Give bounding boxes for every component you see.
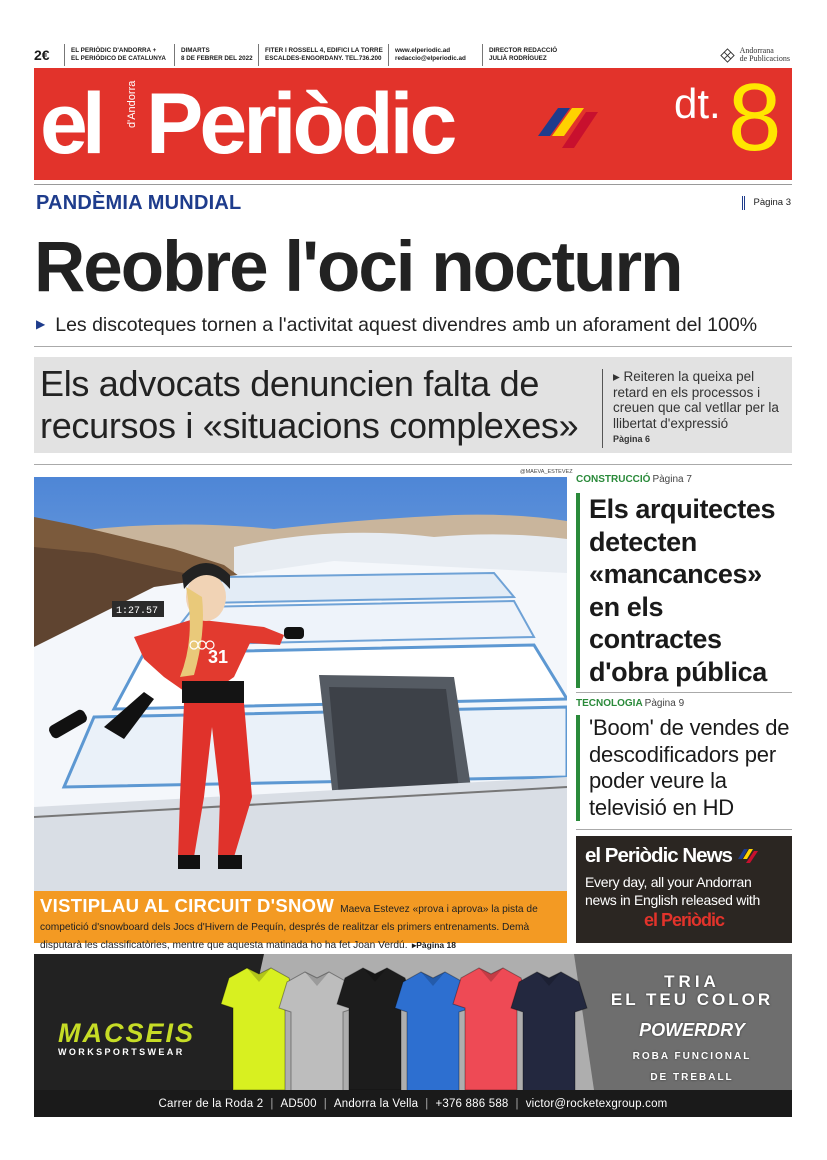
group-line-1: Andorrana (739, 45, 774, 55)
triangle-bullet-icon: ▸ (613, 369, 624, 384)
caption-headline: VISTIPLAU AL CIRCUIT D'SNOW (40, 895, 335, 916)
timer-text: 1:27.57 (116, 606, 159, 617)
story2-headline: 'Boom' de vendes de descodificadors per poder veure la televisió en HD (576, 715, 792, 821)
publisher-group-logo (720, 44, 792, 66)
logo-el: el (40, 76, 100, 172)
divider (34, 464, 792, 465)
publisher-line-2: EL PERIÓDICO DE CATALUNYA (71, 55, 166, 62)
second-side-text (602, 369, 782, 448)
story2-page-ref: Pàgina 9 (644, 698, 685, 709)
lead-headline[interactable]: Reobre l'oci nocturn (34, 228, 682, 307)
advert-slogan (592, 972, 792, 1083)
second-side-body: Reiteren la queixa pel retard en els processos i creuen que cal vetllar per la llibertat d'expressió (613, 369, 779, 431)
story-construction[interactable] (576, 474, 792, 688)
lead-kicker: PANDÈMIA MUNDIAL (36, 192, 242, 214)
advert-product-desc-1: ROBA FUNCIONAL (632, 1051, 752, 1062)
second-headline[interactable]: Els advocats denuncien falta de recursos i «situacions complexes» (40, 363, 579, 446)
story1-headline: Els arquitectes detecten «mancances» en els contractes d'obra pública (576, 493, 792, 688)
second-page-ref[interactable]: Pàgina 6 (613, 434, 651, 444)
director-line-1: DIRECTOR REDACCIÓ (489, 47, 558, 54)
news-promo-logo: el Periòdic (643, 910, 725, 930)
logo-subtitle: d'Andorra (126, 80, 138, 128)
divider (576, 829, 792, 830)
advert-email[interactable]: victor@rocketexgroup.com (525, 1097, 668, 1110)
lead-subhead (36, 314, 757, 337)
advert-postcode: AD500 (280, 1097, 317, 1110)
advert-banner[interactable] (34, 954, 792, 1117)
divider (34, 346, 792, 347)
top-info-strip (34, 44, 792, 66)
web-info (388, 44, 482, 66)
director-info (482, 44, 598, 66)
lead-page-ref[interactable]: Pàgina 3 (742, 196, 791, 210)
snowboard-scene-image (34, 477, 567, 891)
news-promo-title-text: el Periòdic News (585, 844, 732, 867)
address-line-1: FITER I ROSSELL 4, EDIFICI LA TORRE (265, 47, 383, 54)
story2-kicker (576, 698, 792, 709)
advert-slogan-2: EL TEU COLOR (610, 990, 774, 1009)
address-info (258, 44, 388, 66)
website-link[interactable]: www.elperiodic.ad (395, 47, 451, 54)
diamond-grid-icon (720, 48, 735, 63)
advert-slogan-1: TRIA (664, 972, 720, 991)
advert-contact-bar: Carrer de la Roda 2 | AD500 | Andorra la Vella | +376 886 588 | victor@rocketexgroup.com (34, 1090, 792, 1117)
caption-page-ref[interactable]: ▸Pàgina 18 (412, 940, 456, 950)
story2-section: TECNOLOGIA (576, 698, 643, 709)
day-number: 8 (728, 68, 782, 171)
director-line-2: JULIÀ RODRÍGUEZ (489, 55, 547, 62)
advert-phone[interactable]: +376 886 588 (435, 1097, 509, 1110)
bib-number: 31 (208, 647, 229, 667)
andorra-flag-icon (536, 102, 606, 152)
publisher-line-1: EL PERIÒDIC D'ANDORRA + (71, 47, 157, 54)
advert-brand-name: MACSEIS (58, 1018, 196, 1048)
advert-brand (58, 1018, 195, 1057)
triangle-bullet-icon: ▶ (36, 317, 46, 331)
publisher-info (64, 44, 174, 66)
story1-page-ref: Pàgina 7 (652, 474, 692, 485)
email-link[interactable]: redaccio@elperiodic.ad (395, 55, 466, 62)
caption-text: Maeva Estevez «prova i aprova» la pista de competició d'snowboard dels Jocs d'Hivern de Pequín, després de realitzar els primers entrenaments. Demà disputarà les classificatòries, mentre que aquesta matinada ho ha fet Joan Verdú. (40, 904, 538, 951)
second-story-box (34, 357, 792, 453)
advert-product-desc-2: DE TREBALL (650, 1072, 734, 1083)
masthead (34, 68, 792, 180)
advert-address: Carrer de la Roda 2 (158, 1097, 264, 1110)
divider (576, 692, 792, 693)
news-promo-title (585, 844, 783, 868)
news-promo-box[interactable] (576, 836, 792, 943)
date-line-1: DIMARTS (181, 47, 210, 54)
logo-name: Periòdic (146, 76, 454, 172)
issue-date (174, 44, 258, 66)
lead-subhead-text: Les discoteques tornen a l'activitat aquest divendres amb un aforament del 100% (55, 314, 758, 336)
story1-kicker (576, 474, 792, 485)
photo-credit: @MAEVA_ESTEVEZ (520, 469, 573, 475)
snowboard-photo[interactable] (34, 477, 567, 891)
andorra-flag-icon (737, 848, 759, 864)
group-line-2: de Publicacions (739, 54, 790, 63)
advert-city: Andorra la Vella (333, 1097, 419, 1110)
story-technology[interactable] (576, 698, 792, 821)
advert-product: POWERDRY (639, 1020, 745, 1040)
weekday-abbr: dt. (674, 80, 721, 127)
price: 2€ (34, 47, 50, 63)
address-line-2: ESCALDES-ENGORDANY. TEL.736.200 (265, 55, 382, 62)
story1-section: CONSTRUCCIÓ (576, 474, 651, 485)
date-line-2: 8 DE FEBRER DEL 2022 (181, 55, 253, 62)
news-promo-text: Every day, all your Andorran news in English released with (585, 874, 760, 908)
advert-brand-sub: WORKSPORTSWEAR (58, 1047, 185, 1057)
divider (34, 184, 792, 185)
photo-caption (34, 891, 567, 951)
